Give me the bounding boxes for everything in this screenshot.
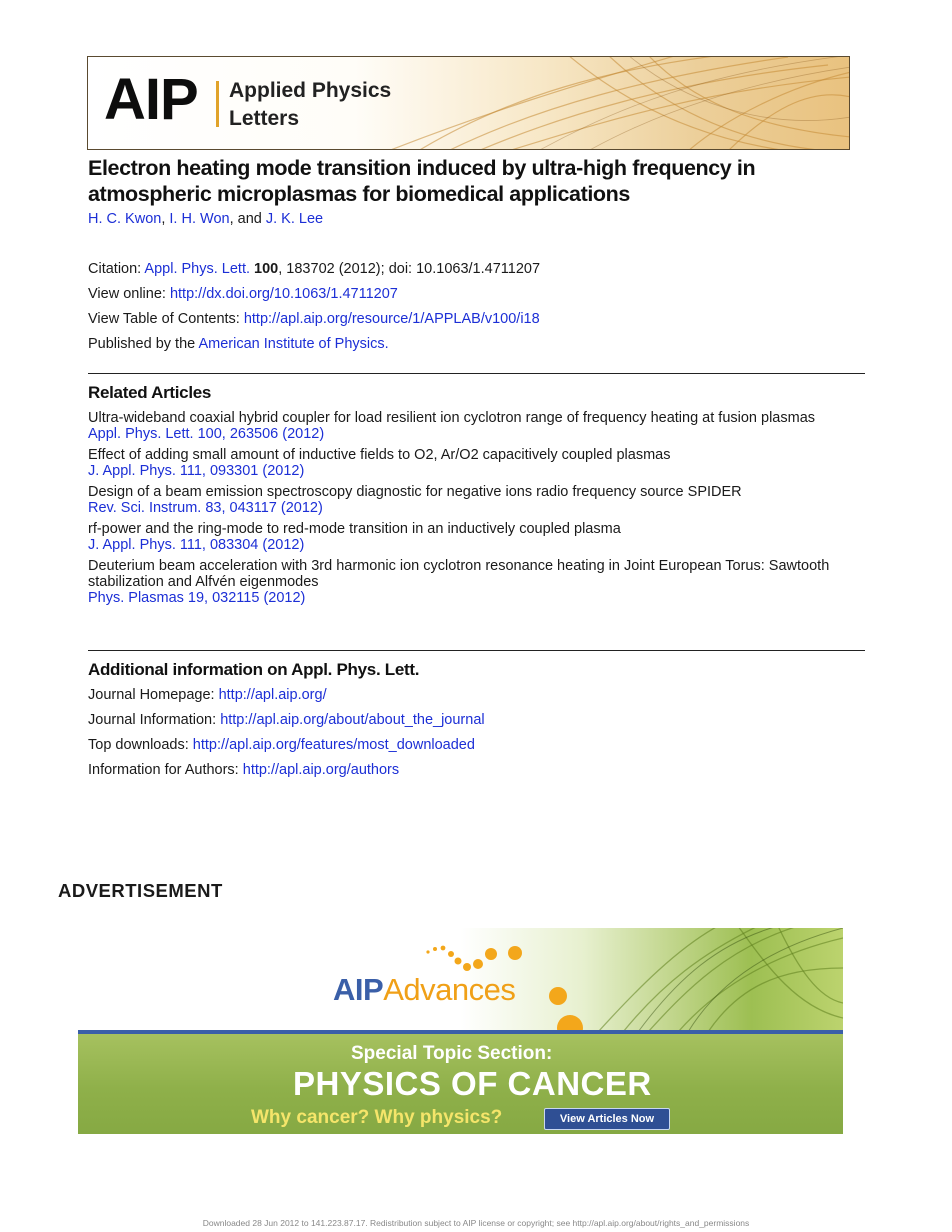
list-item — [88, 521, 858, 553]
view-toc-line — [88, 311, 540, 327]
list-item — [88, 558, 858, 606]
author-link-won[interactable]: I. H. Won — [169, 211, 230, 227]
related-articles-list — [88, 410, 858, 611]
published-label: Published by the — [88, 336, 199, 352]
additional-info-heading: Additional information on Appl. Phys. Lett. — [88, 660, 420, 679]
list-item — [88, 447, 858, 479]
view-toc-label: View Table of Contents: — [88, 311, 244, 327]
ad-tagline: Why cancer? Why physics? — [251, 1107, 503, 1128]
journal-information-link[interactable]: http://apl.aip.org/about/about_the_journal — [220, 712, 485, 728]
related-article-title: Ultra-wideband coaxial hybrid coupler for load resilient ion cyclotron range of frequency heating at fusion plasmas — [88, 410, 816, 426]
ad-topic-title: PHYSICS OF CANCER — [293, 1065, 652, 1102]
related-article-title: rf-power and the ring-mode to red-mode transition in an inductively coupled plasma — [88, 521, 621, 537]
journal-homepage-label: Journal Homepage: — [88, 687, 219, 703]
journal-name-line2: Letters — [229, 107, 300, 130]
aip-advances-logo — [333, 974, 515, 1005]
view-articles-button[interactable]: View Articles Now — [544, 1108, 670, 1130]
related-articles-heading: Related Articles — [88, 383, 212, 402]
information-for-authors-label: Information for Authors: — [88, 762, 243, 778]
ad-special-topic: Special Topic Section: — [351, 1043, 553, 1064]
related-article-citation-link[interactable]: Rev. Sci. Instrum. 83, 043117 (2012) — [88, 500, 323, 516]
author-link-kwon[interactable]: H. C. Kwon — [88, 211, 162, 227]
published-line — [88, 336, 389, 352]
journal-name-line1: Applied Physics — [229, 79, 392, 102]
related-article-citation-link[interactable]: J. Appl. Phys. 111, 093301 (2012) — [88, 463, 305, 479]
author-link-lee[interactable]: J. K. Lee — [265, 211, 324, 227]
related-article-title: Deuterium beam acceleration with 3rd harmonic ion cyclotron resonance heating in Joint European Torus: Sawtooth stabilization and Alfvén eigenmodes — [88, 558, 830, 590]
journal-homepage-line — [88, 687, 327, 703]
advertisement-label: ADVERTISEMENT — [58, 880, 223, 901]
citation-journal-link[interactable]: Appl. Phys. Lett. — [144, 261, 251, 277]
related-article-title: Design of a beam emission spectroscopy diagnostic for negative ions radio frequency source SPIDER — [88, 484, 742, 500]
aip-advances-advances: Advances — [383, 972, 516, 1007]
list-item — [88, 410, 858, 442]
publisher-link[interactable]: American Institute of Physics. — [198, 336, 389, 352]
journal-information-line — [88, 712, 485, 728]
author-conjunction: , and — [229, 211, 266, 227]
section-divider-additional — [88, 650, 865, 651]
author-separator: , — [161, 211, 170, 227]
citation-label: Citation: — [88, 261, 145, 277]
information-for-authors-line — [88, 762, 399, 778]
download-footer: Downloaded 28 Jun 2012 to 141.223.87.17. Redistribution subject to AIP license or copyright; see http://apl.aip.org/about/rights_and_permissions — [202, 1218, 750, 1228]
journal-banner — [87, 56, 850, 150]
top-downloads-link[interactable]: http://apl.aip.org/features/most_downloaded — [192, 737, 475, 753]
section-divider-related — [88, 373, 865, 374]
information-for-authors-link[interactable]: http://apl.aip.org/authors — [242, 762, 400, 778]
view-online-line — [88, 286, 398, 302]
related-article-citation-link[interactable]: Appl. Phys. Lett. 100, 263506 (2012) — [88, 426, 325, 442]
related-article-citation-link[interactable]: J. Appl. Phys. 111, 083304 (2012) — [88, 537, 305, 553]
logo-divider — [216, 81, 219, 127]
journal-name — [229, 77, 391, 133]
top-downloads-label: Top downloads: — [88, 737, 193, 753]
aip-advances-aip: AIP — [333, 972, 384, 1007]
article-title: Electron heating mode transition induced by ultra-high frequency in atmospheric microplasmas for biomedical applications — [88, 156, 756, 206]
citation-volume: 100 — [254, 261, 279, 277]
citation-details: , 183702 (2012); doi: 10.1063/1.4711207 — [278, 261, 541, 277]
related-article-title: Effect of adding small amount of inductive fields to O2, Ar/O2 capacitively coupled plasmas — [88, 447, 671, 463]
related-article-citation-link[interactable]: Phys. Plasmas 19, 032115 (2012) — [88, 590, 306, 606]
view-online-link[interactable]: http://dx.doi.org/10.1063/1.4711207 — [169, 286, 398, 302]
top-downloads-line — [88, 737, 475, 753]
authors — [88, 211, 323, 227]
aip-logo: AIP — [104, 67, 198, 132]
advertisement-banner[interactable] — [78, 928, 843, 1134]
view-toc-link[interactable]: http://apl.aip.org/resource/1/APPLAB/v100/i18 — [243, 311, 540, 327]
journal-information-label: Journal Information: — [88, 712, 221, 728]
citation-line — [88, 261, 540, 277]
view-online-label: View online: — [88, 286, 170, 302]
journal-homepage-link[interactable]: http://apl.aip.org/ — [218, 687, 327, 703]
banner-swirl-graphic — [88, 57, 850, 150]
list-item — [88, 484, 858, 516]
